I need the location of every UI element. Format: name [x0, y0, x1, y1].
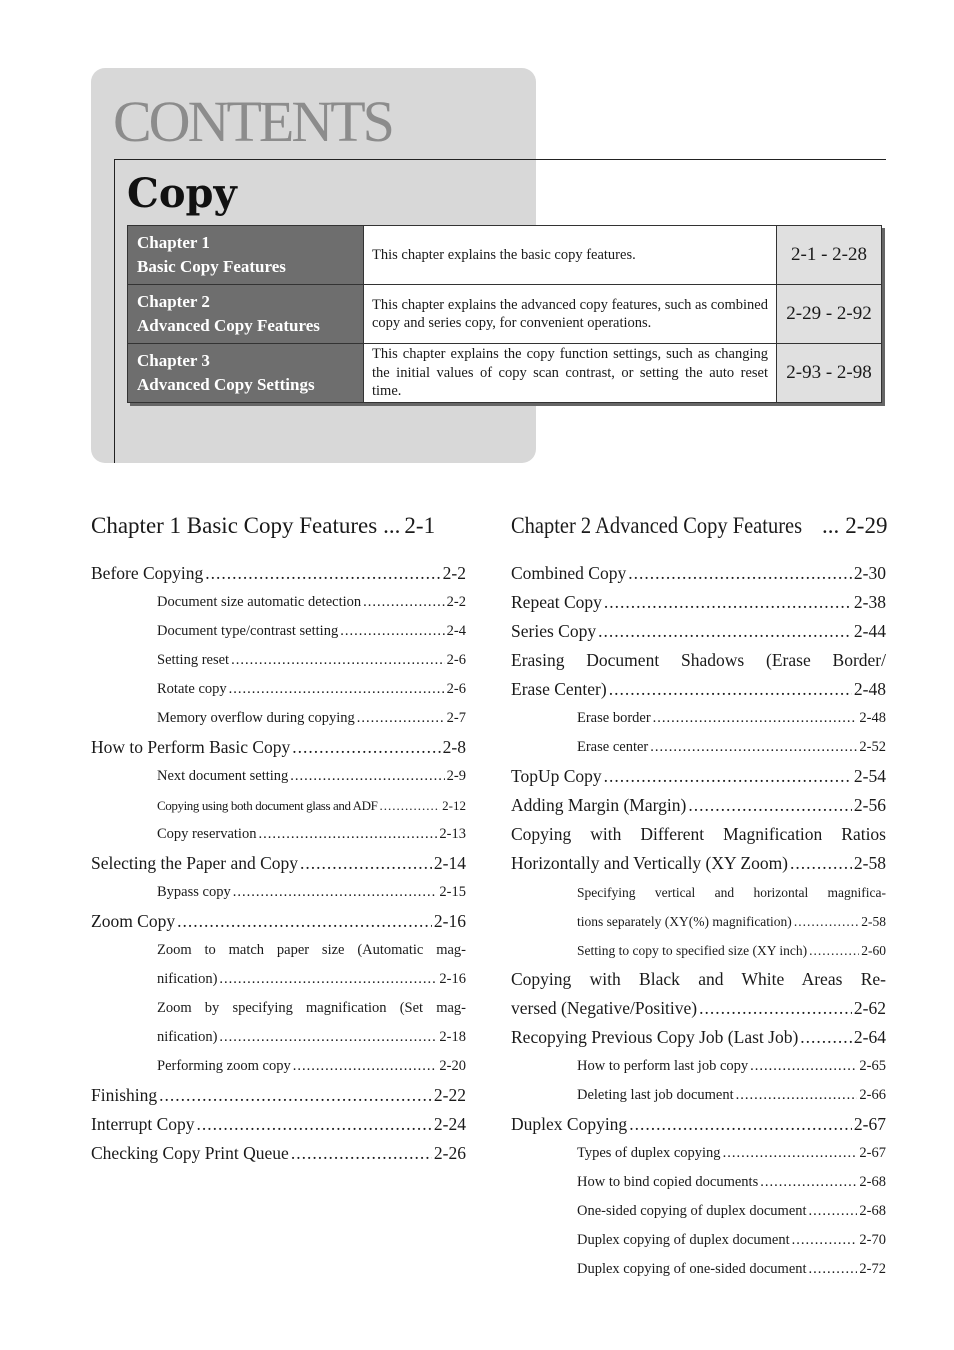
- toc-entry-page: 2-6: [446, 652, 466, 668]
- toc-entry[interactable]: [91, 733, 466, 762]
- toc-entry-page: 2-2: [442, 563, 466, 583]
- toc-entry[interactable]: [91, 559, 466, 588]
- header-rule-horizontal: [114, 159, 886, 160]
- chapter-row[interactable]: [128, 344, 882, 403]
- chapter-description: This chapter explains the basic copy features.: [364, 226, 777, 285]
- toc-entry-title: Finishing: [91, 1085, 158, 1105]
- toc-subentry[interactable]: [91, 965, 466, 994]
- toc-entry[interactable]: [511, 791, 886, 820]
- toc-entry-title: Interrupt Copy: [91, 1114, 195, 1134]
- toc-entry-title: Document type/contrast setting: [157, 623, 339, 639]
- toc-entry-title: Erase border: [577, 710, 651, 726]
- toc-subentry[interactable]: [511, 1139, 886, 1168]
- toc-entry-page: 2-67: [853, 1114, 886, 1134]
- toc-subentry[interactable]: [91, 704, 466, 733]
- toc-entry-title: Types of duplex copying: [577, 1145, 721, 1161]
- dot-leader: [219, 965, 437, 994]
- dot-leader: [650, 733, 857, 762]
- toc-heading-leader: ...: [383, 513, 401, 538]
- dot-leader: [293, 1052, 438, 1081]
- dot-leader: [380, 791, 441, 820]
- toc-subentry[interactable]: [511, 907, 886, 936]
- toc-entry-page: 2-64: [853, 1027, 886, 1047]
- chapter-name-cell: [128, 226, 364, 285]
- dot-leader: [159, 1081, 432, 1110]
- dot-leader: [357, 704, 445, 733]
- toc-entry-page: 2-13: [439, 826, 466, 842]
- toc-entry-page: 2-65: [859, 1058, 886, 1074]
- dot-leader: [292, 733, 440, 762]
- toc-chapter-heading[interactable]: [91, 510, 466, 542]
- chapter-title: Basic Copy Features: [137, 257, 286, 276]
- toc-heading-leader: ...: [822, 513, 840, 538]
- chapter-row[interactable]: [128, 285, 882, 344]
- toc-entry-title: Duplex copying of duplex document: [577, 1232, 790, 1248]
- toc-entry[interactable]: [511, 1023, 886, 1052]
- dot-leader: [604, 762, 852, 791]
- dot-leader: [628, 559, 852, 588]
- toc-entry-title: Erase Center): [511, 679, 607, 699]
- toc-entry-title: Before Copying: [91, 563, 204, 583]
- dot-leader: [736, 1081, 858, 1110]
- section-title: Copy: [127, 170, 237, 217]
- toc-entry-title: Series Copy: [511, 621, 597, 641]
- dot-leader: [363, 588, 445, 617]
- toc-subentry[interactable]: [511, 1197, 886, 1226]
- toc-subentry[interactable]: [511, 704, 886, 733]
- toc-entry-page: 2-48: [853, 679, 886, 699]
- toc-entry-page: 2-8: [442, 737, 466, 757]
- toc-entry[interactable]: [91, 849, 466, 878]
- toc-entry-title: Duplex copying of one-sided document: [577, 1261, 807, 1277]
- toc-entry-page: 2-56: [853, 795, 886, 815]
- toc-entry-page: 2-30: [853, 563, 886, 583]
- contents-title: CONTENTS: [113, 89, 392, 154]
- toc-entry[interactable]: [91, 1081, 466, 1110]
- chapter-number: Chapter 3: [137, 351, 210, 370]
- toc-entry-page: 2-48: [859, 710, 886, 726]
- toc-entry-title: Erase center: [577, 739, 649, 755]
- chapter-name-cell: [128, 285, 364, 344]
- toc-entry-page: 2-72: [859, 1261, 886, 1277]
- dot-leader: [809, 936, 859, 965]
- toc-column-chapter-2: [511, 510, 886, 1284]
- toc-heading-page: 2-29: [845, 513, 888, 538]
- dot-leader: [233, 878, 438, 907]
- toc-subentry-line1[interactable]: Zoom to match paper size (Automatic mag-: [157, 942, 466, 958]
- toc-entry-title: Repeat Copy: [511, 592, 602, 612]
- toc-entry[interactable]: [511, 849, 886, 878]
- dot-leader: [809, 1197, 858, 1226]
- toc-entry-line1[interactable]: Erasing Document Shadows (Erase Border/: [511, 650, 886, 670]
- toc-subentry[interactable]: [91, 1052, 466, 1081]
- toc-subentry[interactable]: [511, 936, 886, 965]
- toc-entry-title: Horizontally and Vertically (XY Zoom): [511, 853, 789, 873]
- toc-entry[interactable]: [511, 617, 886, 646]
- dot-leader: [790, 849, 852, 878]
- toc-entry[interactable]: [511, 588, 886, 617]
- toc-entry-title: Memory overflow during copying: [157, 710, 355, 726]
- toc-entry[interactable]: [511, 675, 886, 704]
- toc-subentry[interactable]: [91, 1023, 466, 1052]
- toc-entry-page: 2-58: [853, 853, 886, 873]
- toc-subentry[interactable]: [511, 1226, 886, 1255]
- chapter-overview-table: [127, 225, 882, 403]
- toc-subentry[interactable]: [511, 1052, 886, 1081]
- toc-entry[interactable]: [91, 1139, 466, 1168]
- toc-entry-title: Next document setting: [157, 768, 289, 784]
- dot-leader: [750, 1052, 857, 1081]
- toc-entry-title: TopUp Copy: [511, 766, 602, 786]
- toc-entry-page: 2-67: [859, 1145, 886, 1161]
- dot-leader: [598, 617, 852, 646]
- dot-leader: [205, 559, 440, 588]
- toc-heading-page: 2-1: [404, 513, 436, 538]
- toc-entry[interactable]: [511, 762, 886, 791]
- toc-entry-title: Recopying Previous Copy Job (Last Job): [511, 1027, 799, 1047]
- toc-entry[interactable]: [511, 559, 886, 588]
- toc-entry-page: 2-15: [439, 884, 466, 900]
- dot-leader: [340, 617, 444, 646]
- chapter-name-cell: [128, 344, 364, 403]
- toc-heading-title: Chapter 1 Basic Copy Features: [91, 513, 378, 538]
- toc-entry-title: Combined Copy: [511, 563, 627, 583]
- toc-entry-page: 2-38: [853, 592, 886, 612]
- toc-entry-title: How to Perform Basic Copy: [91, 737, 291, 757]
- chapter-page-range[interactable]: 2-29 - 2-92: [777, 285, 882, 344]
- toc-entry-title: Performing zoom copy: [157, 1058, 291, 1074]
- dot-leader: [629, 1110, 852, 1139]
- toc-heading-title: Chapter 2 Advanced Copy Features: [511, 513, 803, 538]
- toc-entry-line1[interactable]: Copying with Black and White Areas Re-: [511, 969, 886, 989]
- dot-leader: [800, 1023, 852, 1052]
- chapter-title: Advanced Copy Features: [137, 316, 320, 335]
- dot-leader: [197, 1110, 432, 1139]
- toc-entry-page: 2-62: [853, 998, 886, 1018]
- dot-leader: [653, 704, 858, 733]
- dot-leader: [792, 1226, 858, 1255]
- toc-subentry[interactable]: [511, 1255, 886, 1284]
- dot-leader: [699, 994, 852, 1023]
- toc-subentry[interactable]: [511, 733, 886, 762]
- toc-entry-page: 2-4: [446, 623, 466, 639]
- toc-entry-page: 2-2: [446, 594, 466, 610]
- dot-leader: [258, 820, 437, 849]
- toc-entry[interactable]: [511, 1110, 886, 1139]
- toc-entry-title: Bypass copy: [157, 884, 231, 900]
- toc-entry-page: 2-24: [433, 1114, 466, 1134]
- toc-entry-page: 2-68: [859, 1203, 886, 1219]
- toc-entry-page: 2-60: [861, 943, 886, 958]
- dot-leader: [794, 907, 859, 936]
- toc-entry-line1[interactable]: Copying with Different Magnification Ratios: [511, 824, 886, 844]
- dot-leader: [300, 849, 432, 878]
- toc-entry-title: nification): [157, 971, 218, 987]
- toc-subentry[interactable]: [511, 1081, 886, 1110]
- toc-entry[interactable]: [511, 994, 886, 1023]
- dot-leader: [723, 1139, 858, 1168]
- chapter-row[interactable]: [128, 226, 882, 285]
- toc-entry-page: 2-70: [859, 1232, 886, 1248]
- toc-entry-title: How to perform last job copy: [577, 1058, 749, 1074]
- toc-entry-title: Copy reservation: [157, 826, 257, 842]
- toc-entry-page: 2-14: [433, 853, 466, 873]
- dot-leader: [809, 1255, 858, 1284]
- toc-entry-title: Copying using both document glass and ADF: [157, 798, 378, 813]
- toc-subentry[interactable]: [91, 762, 466, 791]
- toc-entry-page: 2-22: [433, 1085, 466, 1105]
- toc-column-chapter-1: [91, 510, 466, 1168]
- toc-entry-page: 2-16: [439, 971, 466, 987]
- toc-subentry-line1[interactable]: Specifying vertical and horizontal magnifica-: [577, 885, 886, 900]
- toc-entry-page: 2-20: [439, 1058, 466, 1074]
- toc-entry-page: 2-6: [446, 681, 466, 697]
- toc-subentry[interactable]: [91, 675, 466, 704]
- toc-entry-title: Rotate copy: [157, 681, 227, 697]
- chapter-number: Chapter 1: [137, 233, 210, 252]
- toc-subentry[interactable]: [91, 820, 466, 849]
- dot-leader: [231, 646, 445, 675]
- toc-entry-title: Adding Margin (Margin): [511, 795, 687, 815]
- toc-chapter-heading[interactable]: [511, 510, 886, 542]
- toc-subentry[interactable]: [91, 588, 466, 617]
- toc-entry-page: 2-26: [433, 1143, 466, 1163]
- toc-entry-title: Zoom Copy: [91, 911, 176, 931]
- dot-leader: [219, 1023, 437, 1052]
- toc-entry-page: 2-58: [861, 914, 886, 929]
- toc-entry-page: 2-68: [859, 1174, 886, 1190]
- toc-entry-page: 2-54: [853, 766, 886, 786]
- chapter-description: This chapter explains the advanced copy features, such as combined copy and series copy, for convenient operations.: [364, 285, 777, 344]
- toc-entry-title: Setting reset: [157, 652, 230, 668]
- toc-subentry[interactable]: [91, 617, 466, 646]
- chapter-page-range[interactable]: 2-93 - 2-98: [777, 344, 882, 403]
- toc-entry-page: 2-66: [859, 1087, 886, 1103]
- toc-entry-page: 2-9: [446, 768, 466, 784]
- toc-entry[interactable]: [91, 907, 466, 936]
- toc-entry-title: nification): [157, 1029, 218, 1045]
- toc-entry-title: Document size automatic detection: [157, 594, 362, 610]
- dot-leader: [604, 588, 852, 617]
- toc-entry-page: 2-7: [446, 710, 466, 726]
- dot-leader: [290, 762, 444, 791]
- toc-entry-title: Duplex Copying: [511, 1114, 628, 1134]
- toc-entry-title: Selecting the Paper and Copy: [91, 853, 299, 873]
- toc-subentry[interactable]: [91, 791, 466, 820]
- toc-entry-title: One-sided copying of duplex document: [577, 1203, 807, 1219]
- chapter-title: Advanced Copy Settings: [137, 375, 315, 394]
- toc-subentry[interactable]: [91, 878, 466, 907]
- dot-leader: [229, 675, 445, 704]
- toc-entry-title: How to bind copied documents: [577, 1174, 759, 1190]
- chapter-number: Chapter 2: [137, 292, 210, 311]
- toc-subentry[interactable]: [511, 1168, 886, 1197]
- toc-entry-page: 2-16: [433, 911, 466, 931]
- dot-leader: [177, 907, 432, 936]
- dot-leader: [291, 1139, 432, 1168]
- toc-entry-title: Deleting last job document: [577, 1087, 734, 1103]
- toc-subentry[interactable]: [91, 646, 466, 675]
- dot-leader: [760, 1168, 857, 1197]
- toc-entry-page: 2-18: [439, 1029, 466, 1045]
- toc-subentry-line1[interactable]: Zoom by specifying magnification (Set mag-: [157, 1000, 466, 1016]
- toc-entry-title: tions separately (XY(%) magnification): [577, 914, 792, 929]
- header-rule-vertical: [114, 159, 115, 463]
- toc-entry-title: versed (Negative/Positive): [511, 998, 698, 1018]
- chapter-page-range[interactable]: 2-1 - 2-28: [777, 226, 882, 285]
- toc-entry-title: Checking Copy Print Queue: [91, 1143, 289, 1163]
- toc-entry-page: 2-44: [853, 621, 886, 641]
- dot-leader: [609, 675, 852, 704]
- dot-leader: [688, 791, 852, 820]
- toc-entry-title: Setting to copy to specified size (XY inch): [577, 943, 808, 958]
- toc-entry-page: 2-12: [442, 798, 466, 813]
- chapter-description: This chapter explains the copy function settings, such as changing the initial values of copy scan contrast, or setting the auto reset time.: [364, 344, 777, 403]
- toc-entry-page: 2-52: [859, 739, 886, 755]
- toc-entry[interactable]: [91, 1110, 466, 1139]
